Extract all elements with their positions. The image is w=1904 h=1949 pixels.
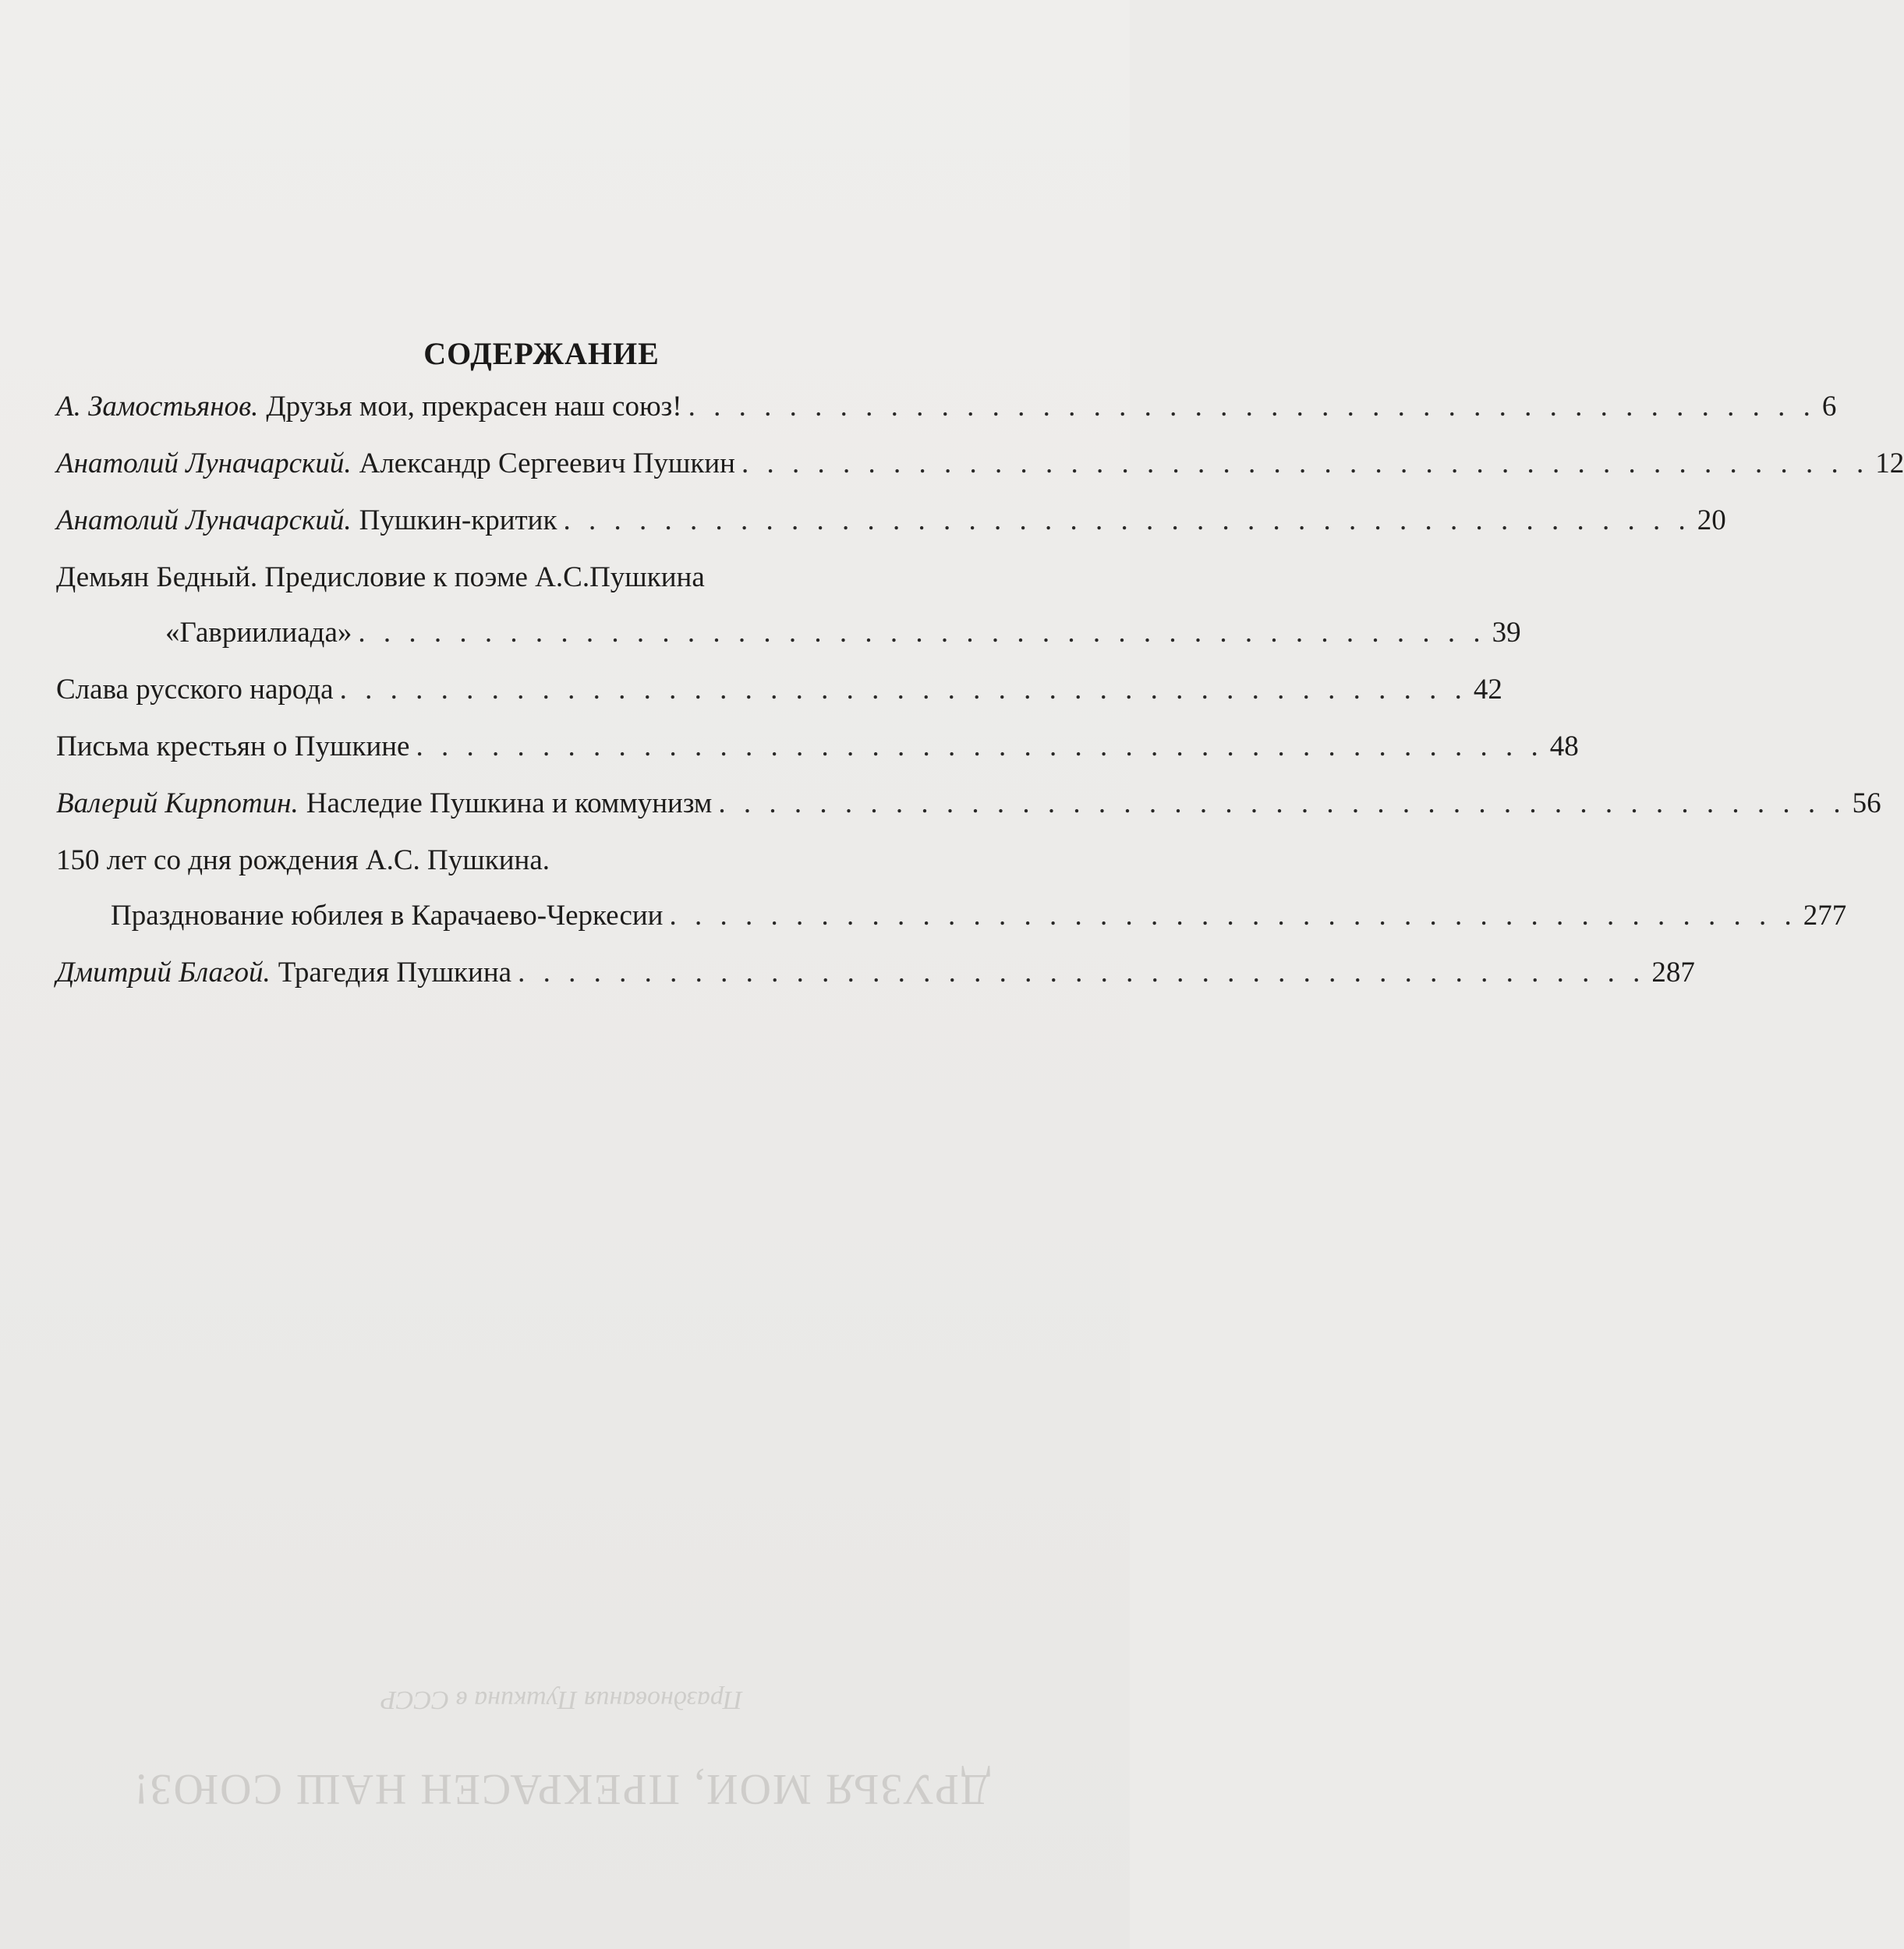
dot-leader: . . . . . . . . . . . . . . . . . . . . . . . . . . . . . . . . . . . . . . . . . . . . . [688, 391, 1816, 423]
toc-entry [56, 563, 1027, 602]
toc-entry [56, 391, 1837, 431]
entry-page: 6 [1821, 391, 1837, 423]
entry-page: 20 [1697, 504, 1726, 536]
toc-entry [56, 617, 1521, 657]
toc-entry [56, 787, 1881, 828]
entry-page: 12 [1875, 447, 1904, 479]
entry-title: Демьян Бедный. Предисловие к поэме А.С.Пушкина [56, 561, 705, 593]
entry-page: 287 [1651, 957, 1695, 989]
entry-title: Александр Сергеевич Пушкин [359, 447, 735, 479]
entry-page: 56 [1852, 787, 1881, 819]
entry-author: А. Замостьянов. [56, 391, 259, 423]
toc-entry [56, 957, 1695, 997]
dot-leader: . . . . . . . . . . . . . . . . . . . . . . . . . . . . . . . . . . . . . . . . . . . . . [358, 617, 1486, 649]
entry-page: 277 [1803, 900, 1847, 932]
toc-entry [56, 900, 1847, 940]
dot-leader: . . . . . . . . . . . . . . . . . . . . . . . . . . . . . . . . . . . . . . . . . . . . . [669, 900, 1797, 932]
entry-author: Анатолий Луначарский. [56, 447, 352, 479]
dot-leader: . . . . . . . . . . . . . . . . . . . . . . . . . . . . . . . . . . . . . . . . . . . . . [741, 447, 1870, 479]
dot-leader: . . . . . . . . . . . . . . . . . . . . . . . . . . . . . . . . . . . . . . . . . . . . . [339, 674, 1467, 706]
dot-leader: . . . . . . . . . . . . . . . . . . . . . . . . . . . . . . . . . . . . . . . . . . . . . [518, 957, 1646, 989]
entry-title: «Гавриилиада» [165, 617, 352, 649]
dot-leader: . . . . . . . . . . . . . . . . . . . . . . . . . . . . . . . . . . . . . . . . . . . . . [563, 504, 1691, 536]
toc-entry [56, 447, 1904, 488]
toc-entry [56, 504, 1726, 545]
dot-leader: . . . . . . . . . . . . . . . . . . . . . . . . . . . . . . . . . . . . . . . . . . . . . [718, 787, 1846, 819]
toc-entry [56, 846, 1027, 885]
toc-entry [56, 674, 1502, 714]
entry-author: Дмитрий Благой. [56, 957, 271, 989]
entry-author: Анатолий Луначарский. [56, 504, 352, 536]
toc-heading: СОДЕРЖАНИЕ [423, 336, 660, 371]
entry-title: Трагедия Пушкина [278, 957, 512, 989]
entry-title: Пушкин-критик [359, 504, 557, 536]
entry-title: Друзья мои, прекрасен наш союз! [266, 391, 682, 423]
entry-title: Письма крестьян о Пушкине [56, 730, 410, 762]
entry-title: Наследие Пушкина и коммунизм [306, 787, 713, 819]
table-of-contents [56, 335, 1904, 1015]
entry-page: 39 [1492, 617, 1521, 649]
toc-entry [56, 730, 1579, 771]
bleed-subtitle: Празднования Пушкина в СССР [380, 1685, 743, 1714]
entry-author: Валерий Кирпотин. [56, 787, 299, 819]
entry-title: Слава русского народа [56, 674, 334, 706]
bleed-title: ДРУЗЬЯ МОИ, ПРЕКРАСЕН НАШ СОЮЗ! [132, 1765, 991, 1813]
entry-page: 42 [1473, 674, 1502, 706]
entry-title: Празднование юбилея в Карачаево-Черкесии [111, 900, 664, 932]
entry-title: 150 лет со дня рождения А.С. Пушкина. [56, 844, 550, 876]
dot-leader: . . . . . . . . . . . . . . . . . . . . . . . . . . . . . . . . . . . . . . . . . . . . . [416, 730, 1544, 762]
entry-page: 48 [1549, 730, 1579, 762]
